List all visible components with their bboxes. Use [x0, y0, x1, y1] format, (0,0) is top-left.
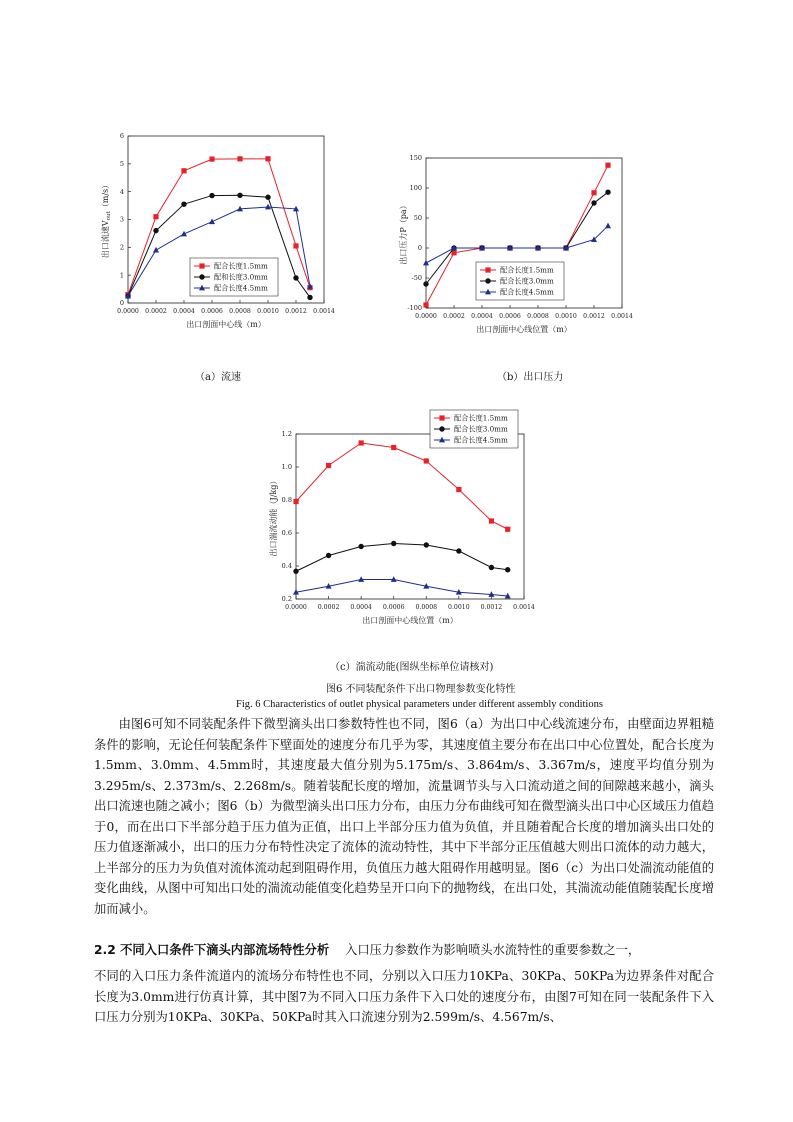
- chart-a-svg: [100, 128, 340, 358]
- legend-label: 配合长度3.0mm: [454, 424, 508, 434]
- x-tick-label: 0.0014: [313, 308, 335, 315]
- data-point: [237, 156, 242, 161]
- chart-c-svg: [262, 408, 542, 638]
- x-tick-label: 0.0000: [117, 308, 139, 315]
- data-point: [605, 190, 610, 195]
- x-tick-label: 0.0008: [229, 308, 251, 315]
- data-point: [293, 275, 298, 280]
- y-tick-label: 0.6: [281, 529, 292, 538]
- data-point: [326, 553, 331, 558]
- x-tick-label: 0.0006: [499, 313, 521, 320]
- x-tick-label: 0.0010: [257, 308, 279, 315]
- data-point: [153, 247, 159, 253]
- data-point: [456, 487, 461, 492]
- x-tick-label: 0.0002: [317, 604, 340, 611]
- body-paragraph-1: [94, 714, 714, 919]
- data-point: [423, 302, 428, 307]
- section-lead-text: 入口压力参数作为影响喷头水流特性的重要参数之一，: [345, 943, 641, 957]
- caption-c: （c）湍流动能(图纵坐标单位请核对): [330, 662, 494, 673]
- legend-marker: [485, 267, 490, 272]
- x-tick-label: 0.0002: [443, 313, 465, 320]
- data-point: [265, 156, 270, 161]
- y-axis-label: 出口湍流动能（J/kg）: [269, 476, 278, 557]
- y-tick-label: 1.2: [281, 430, 292, 439]
- legend-label: 配合长度4.5mm: [454, 435, 508, 445]
- series-line: [296, 443, 508, 529]
- data-point: [358, 544, 363, 549]
- legend: [476, 262, 564, 300]
- data-point: [591, 200, 596, 205]
- x-tick-label: 0.0008: [527, 313, 549, 320]
- paragraph-text: 由图6可知不同装配条件下微型滴头出口参数特性也不同，图6（a）为出口中心线流速分布，由壁面边界粗糙条件的影响，无论任何装配条件下壁面处的速度分布几乎为零，其速度值主要分布在出口中心位置处，配合长度为1.5mm、3.0mm、4.5mm时，其速度最大值分别为5.175m/s、3.864m/s、3.367m/s，速度平均值分别为3.295m/s、2.373m/s、2.268m/s。随着装配长度的增加，流量调节头与入口流动道之间的间隙越来越小，滴头出口流速也随之减小；图6（b）为微型滴头出口压力分布，由压力分布曲线可知在微型滴头出口中心区域压力值趋于0，而在出口下半部分趋于压力值为正值，出口上半部分压力值为负值，并且随着配合长度的增加滴头出口处的压力值逐渐减小，出口的压力分布特性决定了流体的流动特性，其中下半部分正压值越大则出口流体的动力越大，上半部分的压力为负值对流体流动起到阻碍作用，负值压力越大阻碍作用越明显。图6（c）为出口处湍流动能值的变化曲线，从图中可知出口处的湍流动能值变化趋势呈开口向下的抛物线，在出口处，其湍流动能值随装配长度增加而减小。: [94, 717, 714, 916]
- series-1: [293, 440, 510, 531]
- data-point: [153, 214, 158, 219]
- y-axis-label-unit: （m/s）: [101, 180, 110, 212]
- paragraph-text: 不同的入口压力条件流道内的流场分布特性也不同，分别以入口压力10KPa、30KPa、50KPa为边界条件对配合长度为3.0mm进行仿真计算，其中图7为不同入口压力条件下入口处的速度分布，由图7可知在同一装配条件下入口压力分别为10KPa、30KPa、50KPa时其入口流速分别为2.599m/s、4.567m/s、: [94, 969, 714, 1024]
- data-point: [591, 190, 596, 195]
- y-tick-label: 4: [119, 187, 124, 196]
- body-paragraph-2: [94, 966, 714, 1028]
- data-point: [505, 567, 510, 572]
- legend-marker: [199, 274, 204, 279]
- data-point: [307, 295, 312, 300]
- section-2-2: [94, 940, 714, 960]
- caption-a: （a）流速: [195, 372, 241, 383]
- series-line: [426, 226, 608, 263]
- y-tick-label: 150: [409, 154, 422, 163]
- x-tick-label: 0.0010: [448, 604, 470, 611]
- y-tick-label: 0: [417, 244, 422, 253]
- legend-marker: [199, 263, 204, 268]
- legend-marker: [485, 278, 490, 283]
- legend-label: 配合长度1.5mm: [500, 265, 554, 275]
- data-point: [293, 499, 298, 504]
- data-point: [424, 542, 429, 547]
- y-tick-label: 50: [413, 214, 422, 223]
- x-axis-label: 出口剖面中心线位置（m）: [476, 325, 572, 334]
- legend-label: 配合长度3.0mm: [500, 276, 554, 286]
- data-point: [424, 458, 429, 463]
- x-tick-label: 0.0008: [415, 604, 438, 611]
- x-tick-label: 0.0000: [415, 313, 437, 320]
- data-point: [181, 201, 186, 206]
- data-point: [293, 569, 298, 574]
- data-point: [153, 228, 158, 233]
- x-tick-label: 0.0012: [480, 604, 503, 611]
- x-tick-label: 0.0012: [583, 313, 605, 320]
- y-tick-label: 1: [119, 271, 124, 280]
- data-point: [209, 157, 214, 162]
- x-tick-label: 0.0012: [285, 308, 307, 315]
- chart-a: [100, 128, 340, 358]
- data-point: [423, 260, 429, 266]
- section-heading: 2.2 不同入口条件下滴头内部流场特性分析: [94, 943, 330, 957]
- caption-b: （b）出口压力: [497, 372, 564, 383]
- data-point: [456, 548, 461, 553]
- series-2: [293, 541, 510, 574]
- legend-marker: [439, 415, 444, 420]
- y-tick-label: 0: [119, 299, 124, 308]
- x-tick-label: 0.0006: [382, 604, 405, 611]
- data-point: [181, 168, 186, 173]
- y-tick-label: 2: [119, 243, 124, 252]
- data-point: [605, 163, 610, 168]
- x-tick-label: 0.0002: [145, 308, 167, 315]
- legend-label: 配合长度1.5mm: [214, 261, 268, 271]
- x-tick-label: 0.0000: [285, 604, 307, 611]
- data-point: [326, 463, 331, 468]
- data-point: [605, 223, 611, 229]
- data-point: [391, 445, 396, 450]
- y-tick-label: 1.0: [281, 463, 292, 472]
- x-tick-label: 0.0004: [173, 308, 195, 315]
- y-tick-label: -100: [407, 304, 422, 313]
- legend-label: 配合长度4.5mm: [214, 283, 268, 293]
- data-point: [423, 281, 428, 286]
- y-tick-label: 6: [119, 132, 124, 141]
- data-point: [237, 193, 242, 198]
- chart-b-svg: [396, 150, 636, 360]
- data-point: [505, 527, 510, 532]
- y-tick-label: 0.4: [281, 562, 292, 571]
- y-tick-label: 100: [409, 184, 422, 193]
- y-axis-label: [100, 181, 112, 258]
- x-tick-label: 0.0004: [471, 313, 493, 320]
- x-tick-label: 0.0004: [350, 604, 372, 611]
- x-axis-label: 出口剖面中心线位置（m）: [362, 616, 458, 625]
- legend: [430, 410, 518, 448]
- y-tick-label: -50: [411, 274, 422, 283]
- legend-label: 配合长度4.5mm: [500, 287, 554, 297]
- data-point: [391, 541, 396, 546]
- legend-marker: [439, 426, 444, 431]
- data-point: [489, 565, 494, 570]
- legend: [190, 258, 278, 296]
- data-point: [359, 440, 364, 445]
- y-axis-label-sub: out: [106, 211, 112, 221]
- series-3: [293, 576, 511, 598]
- x-tick-label: 0.0014: [513, 604, 535, 611]
- y-tick-label: 0.2: [281, 595, 292, 604]
- chart-b: [396, 150, 636, 360]
- data-point: [293, 243, 298, 248]
- data-point: [209, 219, 215, 225]
- data-point: [265, 195, 270, 200]
- y-axis-label-main: 出口流速V: [101, 220, 110, 259]
- figure-caption-cn: 图6 不同装配条件下出口物理参数变化特性: [326, 684, 516, 695]
- y-axis-label: 出口压力P（pa）: [399, 201, 408, 265]
- x-tick-label: 0.0006: [201, 308, 223, 315]
- y-tick-label: 0.8: [281, 496, 292, 505]
- legend-label: 配和长度3.0mm: [214, 272, 268, 282]
- data-point: [489, 518, 494, 523]
- x-axis-label: 出口剖面中心线（m）: [186, 320, 266, 329]
- y-tick-label: 5: [119, 160, 124, 169]
- data-point: [209, 193, 214, 198]
- x-tick-label: 0.0010: [555, 313, 577, 320]
- plot-frame: [296, 434, 524, 599]
- figure-caption-en: Fig. 6 Characteristics of outlet physical parameters under different assembly conditions: [236, 699, 603, 710]
- x-tick-label: 0.0014: [611, 313, 633, 320]
- chart-c: [262, 408, 542, 638]
- legend-label: 配合长度1.5mm: [454, 413, 508, 423]
- y-tick-label: 3: [119, 215, 124, 224]
